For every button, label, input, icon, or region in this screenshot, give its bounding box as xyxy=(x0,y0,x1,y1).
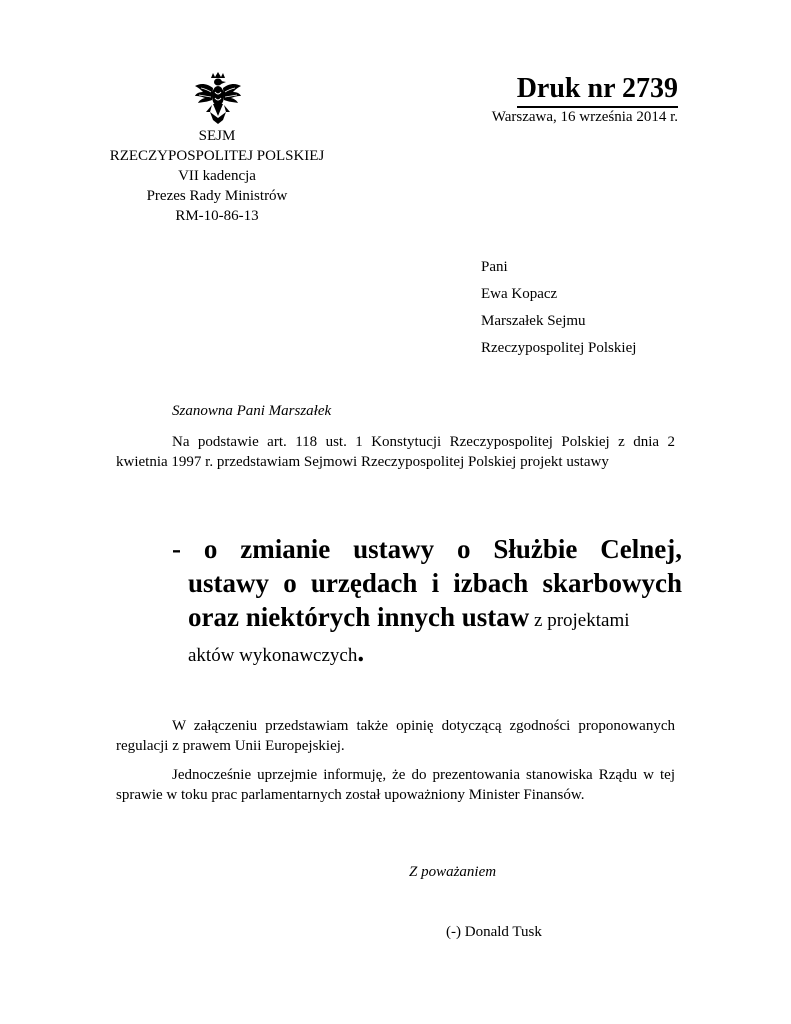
addressee-block xyxy=(481,257,636,365)
place-date: Warszawa, 16 września 2014 r. xyxy=(491,109,678,125)
sender-line-prezes: Prezes Rady Ministrów xyxy=(146,188,288,204)
bill-title-block xyxy=(172,532,682,670)
polish-eagle-emblem-icon xyxy=(193,72,243,126)
addressee-line-country: Rzeczypospolitej Polskiej xyxy=(481,340,637,356)
bill-title-line-3-tail: z projektami xyxy=(529,610,630,631)
document-number-title: Druk nr 2739 xyxy=(517,72,678,108)
addressee-line-pani: Pani xyxy=(481,259,508,275)
bill-title-line-4-dot: . xyxy=(357,637,365,667)
bill-title-line-3 xyxy=(172,600,682,638)
sender-line-rzeczypospolitej: RZECZYPOSPOLITEJ POLSKIEJ xyxy=(109,148,325,164)
body-paragraph-attachment: W załączeniu przedstawiam także opinię dotyczącą zgodności proponowanych regulacji z prawem Unii Europejskiej. xyxy=(116,718,675,754)
bill-title-line-2: ustawy o urzędach i izbach skarbowych xyxy=(188,568,682,598)
bill-title-line-3-bold: oraz niektórych innych ustaw xyxy=(188,602,530,632)
body-paragraph-representative: Jednocześnie uprzejmie informuję, że do prezentowania stanowiska Rządu w tej sprawie w toku prac parlamentarnych został upoważniony Minister Finansów. xyxy=(116,767,675,803)
sender-block xyxy=(90,126,344,226)
bill-title-line-4-text: aktów wykonawczych xyxy=(188,645,358,666)
addressee-line-name: Ewa Kopacz xyxy=(481,286,558,302)
sender-line-sejm: SEJM xyxy=(198,128,236,144)
body-paragraph-intro: Na podstawie art. 118 ust. 1 Konstytucji Rzeczypospolitej Polskiej z dnia 2 kwietnia 1997 r. przedstawiam Sejmowi Rzeczypospolitej Polskiej projekt ustawy xyxy=(116,434,675,470)
bill-title-line-1: - o zmianie ustawy o Służbie Celnej, xyxy=(172,534,682,564)
salutation: Szanowna Pani Marszałek xyxy=(172,403,332,419)
closing-phrase: Z poważaniem xyxy=(409,864,497,880)
bill-title-line-4 xyxy=(172,638,682,670)
sender-line-kadencja: VII kadencja xyxy=(178,168,256,184)
sender-line-reference: RM-10-86-13 xyxy=(175,208,259,224)
addressee-line-title: Marszałek Sejmu xyxy=(481,313,586,329)
signature: (-) Donald Tusk xyxy=(446,924,542,940)
